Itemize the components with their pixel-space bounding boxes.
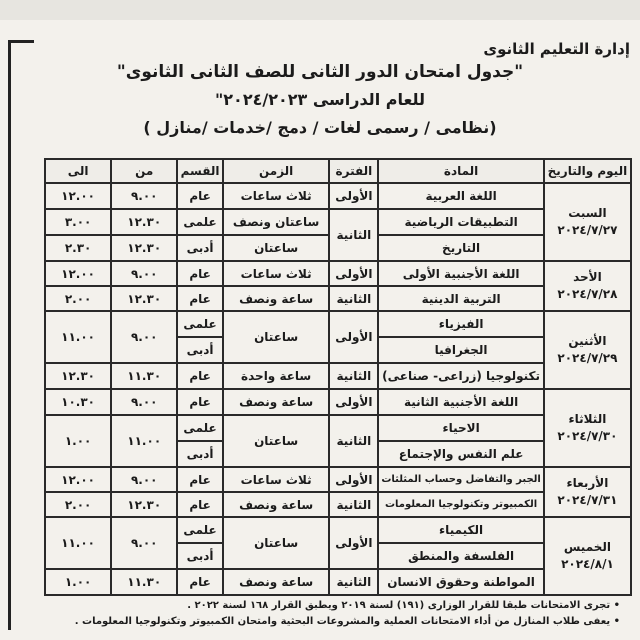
subject-cell: الكمبيوتر وتكنولوجيا المعلومات	[378, 492, 544, 517]
period-cell: الثانية	[329, 363, 378, 389]
day-cell	[544, 517, 631, 595]
to-cell: ١.٠٠	[45, 415, 111, 467]
from-cell: ٩.٠٠	[111, 311, 177, 363]
col-section: القسم	[177, 159, 223, 183]
day-name: الأربعاء	[566, 476, 609, 490]
day-cell	[544, 261, 631, 311]
section-cell: أدبى	[177, 235, 223, 261]
header-row	[45, 159, 631, 183]
table-row	[45, 286, 631, 311]
period-cell: الثانية	[329, 569, 378, 595]
top-band	[0, 0, 640, 20]
to-cell: ١١.٠٠	[45, 311, 111, 363]
time-cell: ساعة ونصف	[223, 286, 330, 311]
period-cell: الأولى	[329, 311, 378, 363]
subject-cell: الكيمياء	[378, 517, 544, 543]
day-name: الأثنين	[568, 334, 607, 348]
section-cell: علمى	[177, 415, 223, 441]
to-cell: ١٢.٠٠	[45, 183, 111, 209]
section-cell: علمى	[177, 517, 223, 543]
table-row	[45, 311, 631, 337]
time-cell: ساعتان ونصف	[223, 209, 330, 235]
time-cell: ثلاث ساعات	[223, 261, 330, 286]
to-cell: ٢.٣٠	[45, 235, 111, 261]
from-cell: ١٢.٣٠	[111, 492, 177, 517]
day-cell	[544, 467, 631, 517]
to-cell: ١.٠٠	[45, 569, 111, 595]
table-row	[45, 415, 631, 441]
table-row	[45, 209, 631, 235]
col-from: من	[111, 159, 177, 183]
subject-cell: الجبر والتفاضل وحساب المثلثات	[378, 467, 544, 492]
day-name: الثلاثاء	[568, 412, 607, 426]
subject-cell: الفلسفة والمنطق	[378, 543, 544, 569]
table-row	[45, 569, 631, 595]
day-date: ٢٠٢٤/٧/٢٩	[557, 351, 618, 365]
col-time: الزمن	[223, 159, 330, 183]
day-cell	[544, 389, 631, 467]
document-title: "جدول امتحان الدور الثانى للصف الثانى الثانوى"	[116, 62, 524, 82]
footnote-item: • يعفى طلاب المنازل من أداء الامتحانات العملية والمشروعات البحثية وامتحان الكمبيوتر وتكنولوجيا المعلومات .	[60, 614, 620, 630]
footnote-item: • تجرى الامتحانات طبقا للقرار الوزارى (١٩١) لسنة ٢٠١٩ ويطبق القرار ١٦٨ لسنة ٢٠٢٢ .	[60, 598, 620, 614]
subject-cell: اللغة الأجنبية الثانية	[378, 389, 544, 415]
period-cell: الثانية	[329, 492, 378, 517]
from-cell: ٩.٠٠	[111, 389, 177, 415]
from-cell: ٩.٠٠	[111, 467, 177, 492]
subject-cell: الاحياء	[378, 415, 544, 441]
section-cell: عام	[177, 569, 223, 595]
from-cell: ١١.٠٠	[111, 415, 177, 467]
subject-cell: الفيزياء	[378, 311, 544, 337]
table-row	[45, 183, 631, 209]
time-cell: ساعة ونصف	[223, 569, 330, 595]
section-cell: عام	[177, 363, 223, 389]
from-cell: ٩.٠٠	[111, 261, 177, 286]
table-row	[45, 261, 631, 286]
to-cell: ١٢.٠٠	[45, 467, 111, 492]
to-cell: ١٠.٣٠	[45, 389, 111, 415]
subject-cell: اللغة العربية	[378, 183, 544, 209]
period-cell: الثانية	[329, 209, 378, 261]
subject-cell: علم النفس والإجتماع	[378, 441, 544, 467]
time-cell: ساعتان	[223, 415, 330, 467]
academic-year: للعام الدراسى ٢٠٢٤/٢٠٢٣"	[214, 90, 426, 109]
to-cell: ١٢.٣٠	[45, 363, 111, 389]
from-cell: ١١.٣٠	[111, 569, 177, 595]
section-cell: عام	[177, 183, 223, 209]
table-row	[45, 517, 631, 543]
period-cell: الأولى	[329, 261, 378, 286]
subject-cell: التطبيقات الرياضية	[378, 209, 544, 235]
to-cell: ٣.٠٠	[45, 209, 111, 235]
from-cell: ٩.٠٠	[111, 183, 177, 209]
section-cell: عام	[177, 286, 223, 311]
footnotes	[60, 598, 620, 630]
time-cell: ساعتان	[223, 517, 330, 569]
section-cell: أدبى	[177, 441, 223, 467]
from-cell: ١١.٣٠	[111, 363, 177, 389]
section-cell: عام	[177, 492, 223, 517]
period-cell: الثانية	[329, 286, 378, 311]
subject-cell: الجغرافيا	[378, 337, 544, 363]
time-cell: ثلاث ساعات	[223, 183, 330, 209]
time-cell: ساعة واحدة	[223, 363, 330, 389]
period-cell: الأولى	[329, 467, 378, 492]
education-systems: (نظامى / رسمى لغات / دمج /خدمات /منازل )	[143, 118, 497, 137]
day-date: ٢٠٢٤/٨/١	[561, 557, 614, 571]
section-cell: أدبى	[177, 543, 223, 569]
subject-cell: اللغة الأجنبية الأولى	[378, 261, 544, 286]
day-name: السبت	[568, 206, 607, 220]
exam-schedule-table	[44, 158, 632, 596]
from-cell: ١٢.٣٠	[111, 209, 177, 235]
table-row	[45, 363, 631, 389]
subject-cell: التربية الدينية	[378, 286, 544, 311]
to-cell: ١١.٠٠	[45, 517, 111, 569]
period-cell: الثانية	[329, 415, 378, 467]
period-cell: الأولى	[329, 389, 378, 415]
time-cell: ثلاث ساعات	[223, 467, 330, 492]
time-cell: ساعتان	[223, 235, 330, 261]
to-cell: ٢.٠٠	[45, 492, 111, 517]
day-date: ٢٠٢٤/٧/٣١	[557, 493, 618, 507]
time-cell: ساعة ونصف	[223, 389, 330, 415]
subject-cell: المواطنة وحقوق الانسان	[378, 569, 544, 595]
to-cell: ١٢.٠٠	[45, 261, 111, 286]
section-cell: علمى	[177, 311, 223, 337]
table-row	[45, 467, 631, 492]
col-period: الفترة	[329, 159, 378, 183]
table-row	[45, 492, 631, 517]
section-cell: علمى	[177, 209, 223, 235]
from-cell: ١٢.٣٠	[111, 286, 177, 311]
day-date: ٢٠٢٤/٧/٣٠	[557, 429, 618, 443]
department-name: إدارة التعليم الثانوى	[483, 40, 630, 58]
col-subject: المادة	[378, 159, 544, 183]
day-date: ٢٠٢٤/٧/٢٨	[557, 287, 618, 301]
table-row	[45, 389, 631, 415]
section-cell: أدبى	[177, 337, 223, 363]
subject-cell: تكنولوجيا (زراعى- صناعى)	[378, 363, 544, 389]
from-cell: ١٢.٣٠	[111, 235, 177, 261]
day-cell	[544, 183, 631, 261]
subject-cell: التاريخ	[378, 235, 544, 261]
period-cell: الأولى	[329, 183, 378, 209]
day-date: ٢٠٢٤/٧/٢٧	[557, 223, 618, 237]
period-cell: الأولى	[329, 517, 378, 569]
to-cell: ٢.٠٠	[45, 286, 111, 311]
day-name: الخميس	[563, 540, 612, 554]
time-cell: ساعتان	[223, 311, 330, 363]
from-cell: ٩.٠٠	[111, 517, 177, 569]
day-name: الأحد	[573, 270, 602, 284]
section-cell: عام	[177, 467, 223, 492]
section-cell: عام	[177, 389, 223, 415]
day-cell	[544, 311, 631, 389]
time-cell: ساعة ونصف	[223, 492, 330, 517]
col-day: اليوم والتاريخ	[544, 159, 631, 183]
section-cell: عام	[177, 261, 223, 286]
col-to: الى	[45, 159, 111, 183]
